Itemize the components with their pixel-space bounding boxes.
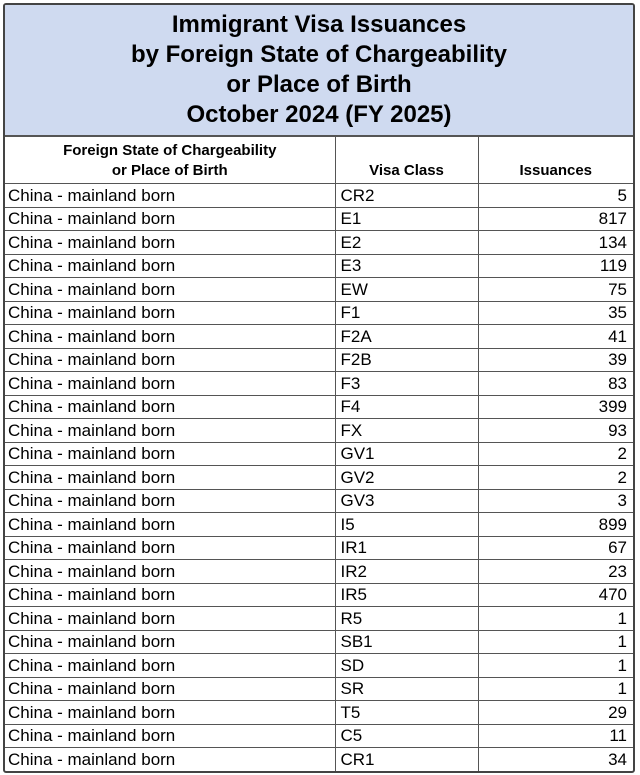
title-line-1: Immigrant Visa Issuances: [171, 11, 467, 38]
cell-issuances: 83: [478, 372, 633, 396]
cell-visa-class: IR1: [335, 536, 478, 560]
cell-issuances: 23: [478, 560, 633, 584]
cell-visa-class: E3: [335, 254, 478, 278]
cell-visa-class: GV1: [335, 442, 478, 466]
table-row: [5, 701, 633, 725]
cell-foreign-state: China - mainland born: [5, 254, 335, 278]
table-row: [5, 560, 633, 584]
cell-foreign-state: China - mainland born: [5, 724, 335, 748]
cell-visa-class: F3: [335, 372, 478, 396]
cell-issuances: 34: [478, 748, 633, 771]
table-row: [5, 254, 633, 278]
table-row: [5, 278, 633, 302]
cell-foreign-state: China - mainland born: [5, 654, 335, 678]
cell-issuances: 1: [478, 677, 633, 701]
cell-issuances: 899: [478, 513, 633, 537]
cell-foreign-state: China - mainland born: [5, 395, 335, 419]
cell-visa-class: F4: [335, 395, 478, 419]
table-row: [5, 301, 633, 325]
table-row: [5, 583, 633, 607]
table-row: [5, 372, 633, 396]
cell-visa-class: GV3: [335, 489, 478, 513]
cell-visa-class: E2: [335, 231, 478, 255]
header-foreign-state-line-2: or Place of Birth: [111, 162, 228, 179]
table-row: [5, 677, 633, 701]
cell-visa-class: E1: [335, 207, 478, 231]
cell-issuances: 399: [478, 395, 633, 419]
title-line-4: October 2024 (FY 2025): [186, 101, 452, 128]
cell-foreign-state: China - mainland born: [5, 419, 335, 443]
cell-foreign-state: China - mainland born: [5, 301, 335, 325]
cell-issuances: 93: [478, 419, 633, 443]
cell-foreign-state: China - mainland born: [5, 207, 335, 231]
cell-visa-class: SR: [335, 677, 478, 701]
cell-foreign-state: China - mainland born: [5, 536, 335, 560]
cell-foreign-state: China - mainland born: [5, 184, 335, 208]
cell-visa-class: F1: [335, 301, 478, 325]
table-row: [5, 325, 633, 349]
cell-foreign-state: China - mainland born: [5, 466, 335, 490]
table-row: [5, 536, 633, 560]
table-row: [5, 395, 633, 419]
cell-foreign-state: China - mainland born: [5, 583, 335, 607]
cell-visa-class: GV2: [335, 466, 478, 490]
cell-visa-class: IR5: [335, 583, 478, 607]
title-line-3: or Place of Birth: [226, 71, 412, 98]
cell-visa-class: R5: [335, 607, 478, 631]
header-visa-class: Visa Class: [335, 137, 478, 184]
header-foreign-state-line-1: Foreign State of Chargeability: [63, 142, 277, 159]
cell-foreign-state: China - mainland born: [5, 748, 335, 771]
header-row: [5, 137, 633, 184]
table-header: [5, 137, 633, 184]
cell-issuances: 134: [478, 231, 633, 255]
cell-foreign-state: China - mainland born: [5, 607, 335, 631]
cell-visa-class: SB1: [335, 630, 478, 654]
cell-visa-class: IR2: [335, 560, 478, 584]
issuance-table: [5, 137, 633, 771]
table-row: [5, 466, 633, 490]
table-row: [5, 724, 633, 748]
cell-foreign-state: China - mainland born: [5, 677, 335, 701]
header-foreign-state: [5, 137, 335, 184]
table-title-block: [5, 5, 633, 137]
table-row: [5, 419, 633, 443]
cell-visa-class: FX: [335, 419, 478, 443]
table-row: [5, 654, 633, 678]
header-issuances: Issuances: [478, 137, 633, 184]
cell-foreign-state: China - mainland born: [5, 630, 335, 654]
table-row: [5, 442, 633, 466]
cell-issuances: 119: [478, 254, 633, 278]
cell-visa-class: C5: [335, 724, 478, 748]
cell-foreign-state: China - mainland born: [5, 372, 335, 396]
table-row: [5, 207, 633, 231]
table-row: [5, 231, 633, 255]
cell-issuances: 1: [478, 654, 633, 678]
cell-issuances: 470: [478, 583, 633, 607]
table-row: [5, 348, 633, 372]
cell-visa-class: SD: [335, 654, 478, 678]
table-row: [5, 607, 633, 631]
cell-issuances: 39: [478, 348, 633, 372]
table-body: [5, 184, 633, 771]
cell-issuances: 1: [478, 607, 633, 631]
cell-visa-class: EW: [335, 278, 478, 302]
cell-foreign-state: China - mainland born: [5, 348, 335, 372]
cell-issuances: 75: [478, 278, 633, 302]
cell-visa-class: CR1: [335, 748, 478, 771]
cell-issuances: 2: [478, 442, 633, 466]
cell-issuances: 5: [478, 184, 633, 208]
cell-issuances: 3: [478, 489, 633, 513]
cell-foreign-state: China - mainland born: [5, 325, 335, 349]
cell-visa-class: CR2: [335, 184, 478, 208]
cell-visa-class: F2B: [335, 348, 478, 372]
cell-issuances: 1: [478, 630, 633, 654]
cell-issuances: 11: [478, 724, 633, 748]
cell-foreign-state: China - mainland born: [5, 701, 335, 725]
cell-issuances: 35: [478, 301, 633, 325]
cell-issuances: 29: [478, 701, 633, 725]
cell-foreign-state: China - mainland born: [5, 278, 335, 302]
cell-foreign-state: China - mainland born: [5, 231, 335, 255]
cell-foreign-state: China - mainland born: [5, 513, 335, 537]
cell-foreign-state: China - mainland born: [5, 560, 335, 584]
cell-issuances: 67: [478, 536, 633, 560]
table-row: [5, 630, 633, 654]
table-row: [5, 748, 633, 771]
table-row: [5, 184, 633, 208]
title-line-2: by Foreign State of Chargeability: [130, 41, 508, 68]
cell-visa-class: I5: [335, 513, 478, 537]
cell-issuances: 2: [478, 466, 633, 490]
table-row: [5, 489, 633, 513]
cell-issuances: 817: [478, 207, 633, 231]
cell-foreign-state: China - mainland born: [5, 489, 335, 513]
cell-foreign-state: China - mainland born: [5, 442, 335, 466]
cell-visa-class: T5: [335, 701, 478, 725]
visa-issuance-table-document: [3, 3, 635, 773]
cell-visa-class: F2A: [335, 325, 478, 349]
table-row: [5, 513, 633, 537]
cell-issuances: 41: [478, 325, 633, 349]
